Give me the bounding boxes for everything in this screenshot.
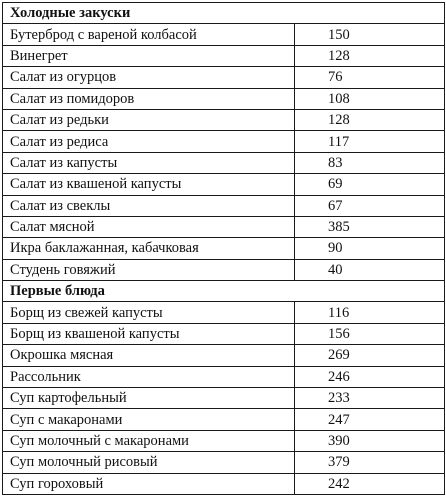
table-row <box>3 45 445 66</box>
dish-name: Салат из капусты <box>3 152 295 173</box>
table-row <box>3 152 445 173</box>
dish-name: Салат из свеклы <box>3 195 295 216</box>
dish-value: 67 <box>295 195 445 216</box>
dish-value: 150 <box>295 24 445 45</box>
dish-name: Бутерброд с вареной колбасой <box>3 24 295 45</box>
dish-value: 233 <box>295 388 445 409</box>
dish-name: Студень говяжий <box>3 259 295 280</box>
dish-value: 76 <box>295 67 445 88</box>
table-row <box>3 174 445 195</box>
table-row <box>3 452 445 473</box>
table-row <box>3 216 445 237</box>
dish-value: 379 <box>295 452 445 473</box>
dish-value: 156 <box>295 323 445 344</box>
dish-name: Борщ из квашеной капусты <box>3 323 295 344</box>
dish-value: 40 <box>295 259 445 280</box>
table-row <box>3 24 445 45</box>
dish-value: 269 <box>295 345 445 366</box>
dish-name: Салат из помидоров <box>3 88 295 109</box>
dish-name: Салат из огурцов <box>3 67 295 88</box>
table-row <box>3 345 445 366</box>
table-body <box>3 3 445 495</box>
table-row <box>3 388 445 409</box>
table-row <box>3 109 445 130</box>
dish-name: Салат из квашеной капусты <box>3 174 295 195</box>
dish-value: 116 <box>295 302 445 323</box>
table-row <box>3 238 445 259</box>
dish-name: Салат мясной <box>3 216 295 237</box>
section-title: Первые блюда <box>3 281 445 302</box>
table-row <box>3 195 445 216</box>
dish-name: Рассольник <box>3 366 295 387</box>
table-row <box>3 366 445 387</box>
dish-name: Винегрет <box>3 45 295 66</box>
dish-name: Икра баклажанная, кабачковая <box>3 238 295 259</box>
table-row <box>3 323 445 344</box>
dish-name: Суп молочный с макаронами <box>3 430 295 451</box>
table-row <box>3 259 445 280</box>
dish-value: 247 <box>295 409 445 430</box>
section-header-row <box>3 3 445 24</box>
dish-value: 385 <box>295 216 445 237</box>
dish-value: 117 <box>295 131 445 152</box>
dish-value: 390 <box>295 430 445 451</box>
dish-name: Окрошка мясная <box>3 345 295 366</box>
dish-value: 128 <box>295 109 445 130</box>
dish-name: Суп гороховый <box>3 473 295 494</box>
dish-value: 242 <box>295 473 445 494</box>
table-row <box>3 302 445 323</box>
dish-name: Суп молочный рисовый <box>3 452 295 473</box>
table-row <box>3 67 445 88</box>
dish-name: Салат из редьки <box>3 109 295 130</box>
table-row <box>3 473 445 494</box>
dish-name: Суп картофельный <box>3 388 295 409</box>
table-row <box>3 430 445 451</box>
dish-name: Суп с макаронами <box>3 409 295 430</box>
dish-value: 90 <box>295 238 445 259</box>
calorie-table <box>2 2 445 495</box>
section-title: Холодные закуски <box>3 3 445 24</box>
table-row <box>3 88 445 109</box>
table-row <box>3 409 445 430</box>
dish-name: Борщ из свежей капусты <box>3 302 295 323</box>
section-header-row <box>3 281 445 302</box>
dish-value: 83 <box>295 152 445 173</box>
dish-value: 108 <box>295 88 445 109</box>
dish-value: 246 <box>295 366 445 387</box>
dish-value: 128 <box>295 45 445 66</box>
dish-value: 69 <box>295 174 445 195</box>
table-row <box>3 131 445 152</box>
dish-name: Салат из редиса <box>3 131 295 152</box>
